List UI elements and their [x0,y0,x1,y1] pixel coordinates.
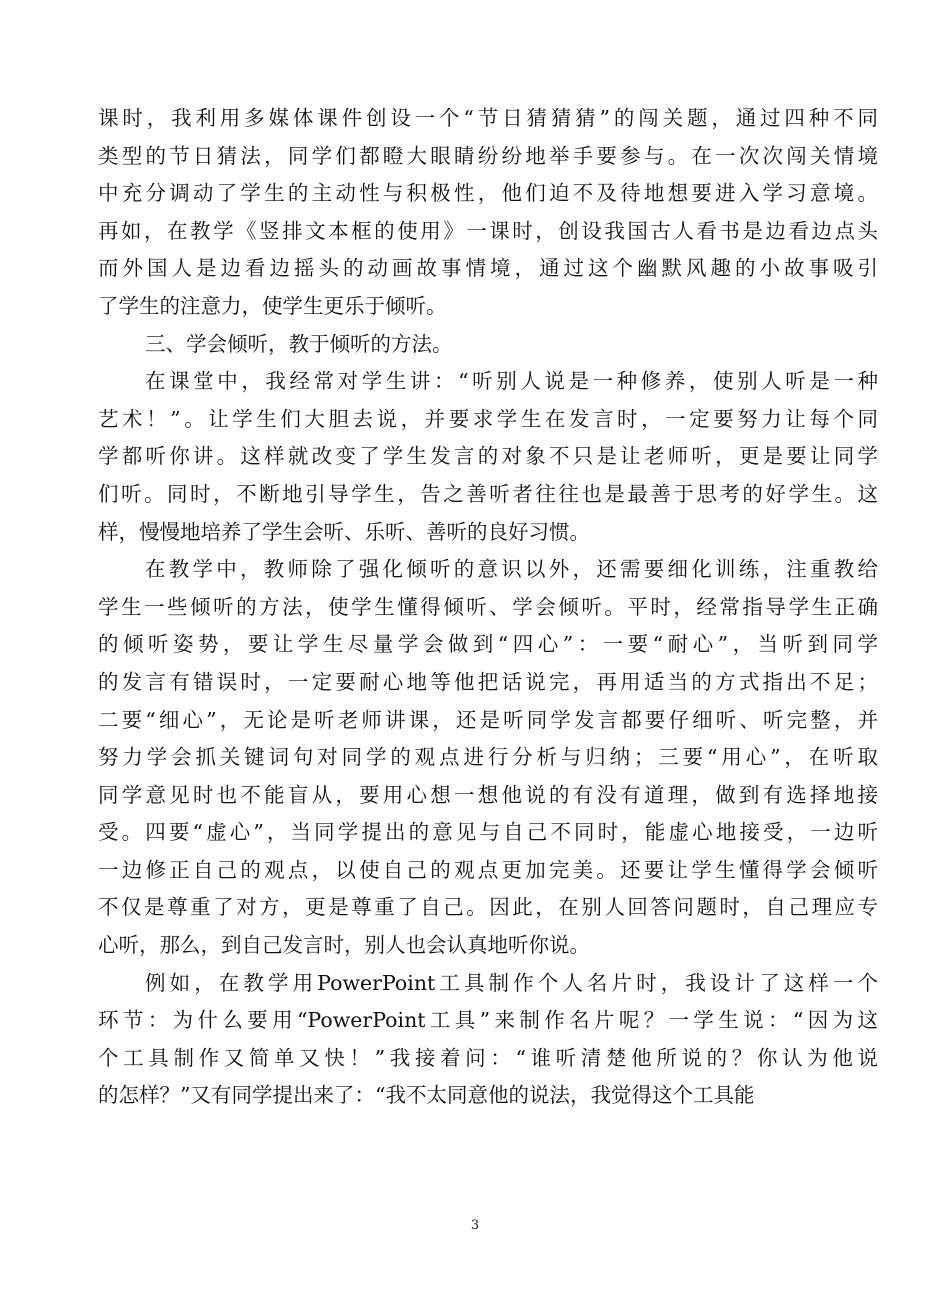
text-line: 的发言有错误时，一定要耐心地等他把话说完，再用适当的方式指出不足； [98,669,878,694]
text-line: 学都听你讲。这样就改变了学生发言的对象不只是让老师听，更是要让同学 [98,444,878,469]
text-line: 学生一些倾听的方法，使学生懂得倾听、学会倾听。平时，经常指导学生正确 [98,594,878,619]
paragraph [98,326,878,364]
text-line: 同学意见时也不能盲从，要用心想一想他说的有没有道理，做到有选择地接 [98,782,878,807]
paragraph [98,100,878,326]
text-line: 个工具制作又简单又快！”我接着问：“谁听清楚他所说的？你认为他说 [98,1045,878,1070]
text-line: 类型的节日猜法，同学们都瞪大眼睛纷纷地举手要参与。在一次次闯关情境 [98,143,878,168]
text-line: 不仅是尊重了对方，更是尊重了自己。因此，在别人回答问题时，自己理应专 [98,895,878,920]
text-line: 一边修正自己的观点，以使自己的观点更加完美。还要让学生懂得学会倾听 [98,857,878,882]
text-line: 的怎样？”又有同学提出来了：“我不太同意他的说法，我觉得这个工具能 [98,1083,755,1108]
text-line: 艺术！”。让学生们大胆去说，并要求学生在发言时，一定要努力让每个同 [98,406,878,431]
text-line: 二要“细心”，无论是听老师讲课，还是听同学发言都要仔细听、听完整，并 [98,707,878,732]
text-line: 努力学会抓关键词句对同学的观点进行分析与归纳；三要“用心”，在听取 [98,745,878,770]
text-line: 受。四要“虚心”，当同学提出的意见与自己不同时，能虚心地接受，一边听 [98,820,878,845]
paragraph [98,965,878,1115]
text-line: 了学生的注意力，使学生更乐于倾听。 [98,293,447,318]
text-line: 中充分调动了学生的主动性与积极性，他们迫不及待地想要进入学习意境。 [98,181,878,206]
text-line: 再如，在教学《竖排文本框的使用》一课时，创设我国古人看书是边看边点头 [98,218,878,243]
text-line: 而外国人是边看边摇头的动画故事情境，通过这个幽默风趣的小故事吸引 [98,256,878,281]
page-number: 3 [470,1218,480,1233]
text-line: 课时，我利用多媒体课件创设一个“节日猜猜猜”的闯关题，通过四种不同 [98,106,878,130]
text-line: 在课堂中，我经常对学生讲：“听别人说是一种修养，使别人听是一种 [145,369,878,394]
paragraph [98,551,878,965]
text-line: 例如，在教学用PowerPoint工具制作个人名片时，我设计了这样一个 [145,970,878,995]
text-line: 的倾听姿势，要让学生尽量学会做到“四心”：一要“耐心”，当听到同学 [98,632,878,657]
text-line: 环节：为什么要用“PowerPoint工具”来制作名片呢？一学生说：“因为这 [98,1008,878,1033]
text-line: 三、学会倾听，教于倾听的方法。 [145,331,453,356]
text-line: 样，慢慢地培养了学生会听、乐听、善听的良好习惯。 [98,519,590,544]
paragraph [98,363,878,551]
text-line: 在教学中，教师除了强化倾听的意识以外，还需要细化训练，注重教给 [145,557,878,582]
body-text [98,100,878,1115]
text-line: 心听，那么，到自己发言时，别人也会认真地听你说。 [98,933,590,958]
text-line: 们听。同时，不断地引导学生，告之善听者往往也是最善于思考的好学生。这 [98,481,878,506]
